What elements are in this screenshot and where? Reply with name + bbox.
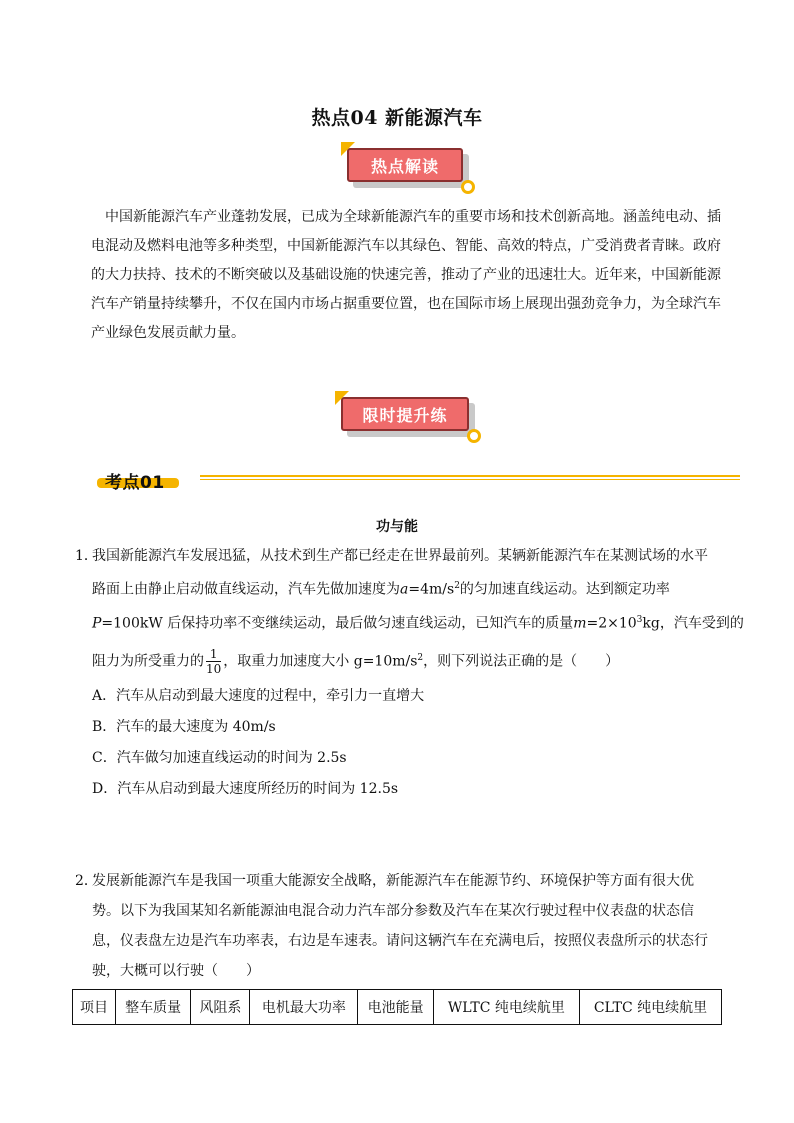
parameter-table	[72, 989, 722, 1025]
question-number: 2．	[75, 873, 98, 889]
badge-hot-interpretation	[347, 148, 471, 188]
question-text: ，则下列说法正确的是（ ）	[423, 653, 620, 670]
badge-label: 热点解读	[347, 148, 463, 182]
option-a[interactable]: A．汽车从启动到最大速度的过程中，牵引力一直增大	[92, 688, 425, 704]
question-1	[75, 541, 744, 682]
table-row	[73, 990, 722, 1025]
table-header-cell: 电机最大功率	[250, 990, 358, 1025]
question-line	[75, 541, 725, 571]
table-header-cell: 风阻系	[191, 990, 250, 1025]
badge-timed-practice	[341, 397, 477, 437]
option-d[interactable]: D．汽车从启动到最大速度所经历的时间为 12.5s	[92, 781, 399, 797]
question-text: 我国新能源汽车发展迅猛，从技术到生产都已经走在世界最前列。某辆新能源汽车在某测试场的水平	[92, 548, 708, 564]
intro-paragraph	[91, 203, 721, 348]
question-text: kg，汽车受到的	[642, 615, 744, 632]
table-header-cell: 电池能量	[358, 990, 433, 1025]
fraction-numerator: 1	[206, 647, 221, 662]
section-label	[95, 468, 165, 493]
question-line	[75, 638, 725, 682]
badge-label: 限时提升练	[341, 397, 469, 431]
table-header-cell: CLTC 纯电续航里	[580, 990, 722, 1025]
question-line	[75, 571, 725, 605]
flag-icon	[341, 142, 355, 156]
question-text: =100kW 后保持功率不变继续运动，最后做匀速直线运动，已知汽车的质量	[101, 615, 574, 632]
table-header-cell: WLTC 纯电续航里	[433, 990, 579, 1025]
ring-icon	[461, 180, 475, 194]
question-text: 路面上由静止启动做直线运动，汽车先做加速度为	[92, 581, 400, 598]
question-2	[75, 866, 725, 986]
question-line: 驶，大概可以行驶（ ）	[92, 963, 260, 979]
question-text: =4m/s	[408, 581, 455, 598]
table-header-cell: 项目	[73, 990, 116, 1025]
fraction	[206, 647, 221, 676]
question-line: 息，仪表盘左边是汽车功率表，右边是车速表。请问这辆汽车在充满电后，按照仪表盘所示的状态行	[92, 933, 708, 949]
option-b[interactable]: B．汽车的最大速度为 40m/s	[92, 719, 276, 735]
variable-m: m	[573, 615, 587, 632]
option-c[interactable]: C．汽车做匀加速直线运动的时间为 2.5s	[92, 750, 347, 766]
question-text: 阻力为所受重力的	[92, 653, 204, 670]
variable-a: a	[400, 581, 409, 598]
question-text: ，取重力加速度大小 g=10m/s	[223, 653, 418, 670]
fraction-denominator: 10	[206, 662, 222, 677]
question-line: 势。以下为我国某知名新能源油电混合动力汽车部分参数及汽车在某次行驶过程中仪表盘的状态信	[92, 903, 694, 919]
table-header-cell: 整车质量	[115, 990, 190, 1025]
question-number: 1．	[75, 548, 98, 564]
page-title: 热点04 新能源汽车	[311, 107, 483, 129]
question-text: =2×10	[586, 615, 637, 632]
question-text: 的匀加速直线运动。达到额定功率	[459, 581, 670, 598]
question-line	[75, 605, 744, 639]
ring-icon	[467, 429, 481, 443]
intro-text: 中国新能源汽车产业蓬勃发展，已成为全球新能源汽车的重要市场和技术创新高地。涵盖纯电动、插电混动及燃料电池等多种类型，中国新能源汽车以其绿色、智能、高效的特点，广受消费者青睐。政府的大力扶持、技术的不断突破以及基础设施的快速完善，推动了产业的迅速壮大。近年来，中国新能源汽车产销量持续攀升，不仅在国内市场占据重要位置，也在国际市场上展现出强劲竞争力，为全球汽车产业绿色发展贡献力量。	[91, 209, 721, 341]
superscript: 2	[417, 653, 424, 664]
section-divider	[200, 475, 740, 477]
superscript: 3	[636, 614, 643, 625]
section-divider-thin	[200, 479, 740, 480]
section-subtitle: 功与能	[376, 519, 418, 535]
superscript: 2	[454, 581, 460, 591]
flag-icon	[335, 391, 349, 405]
variable-p: P	[92, 615, 102, 632]
section-label-text: 考点01	[105, 473, 165, 493]
question-line: 发展新能源汽车是我国一项重大能源安全战略，新能源汽车在能源节约、环境保护等方面有很大优	[92, 873, 694, 889]
